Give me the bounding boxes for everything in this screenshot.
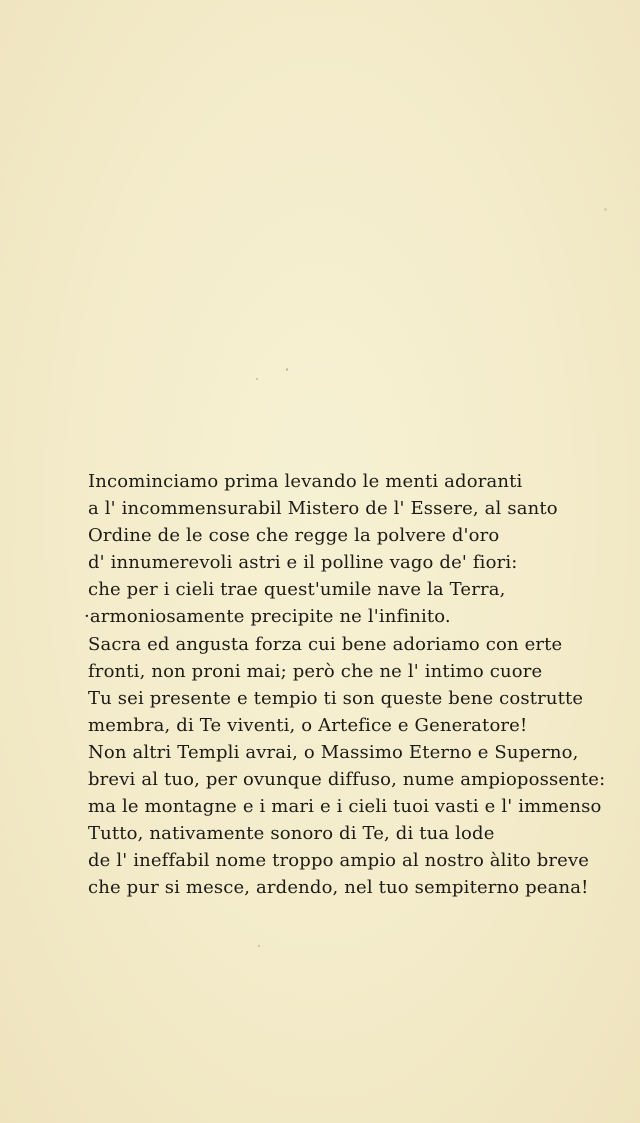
poem-line: Ordine de le cose che regge la polvere d'oro: [88, 525, 500, 547]
poem-line: ma le montagne e i mari e i cieli tuoi vasti e l' immenso: [88, 796, 602, 818]
poem-line: de l' ineffabil nome troppo ampio al nostro àlito breve: [88, 850, 590, 872]
poem-line: Non altri Templi avrai, o Massimo Eterno e Superno,: [88, 741, 579, 763]
paper-speck: [258, 945, 260, 947]
poem-line: fronti, non proni mai; però che ne l' intimo cuore: [88, 660, 543, 682]
poem-line: d' innumerevoli astri e il polline vago de' fiori:: [88, 552, 518, 574]
poem-line: Tu sei presente e tempio ti son queste bene costrutte: [88, 687, 584, 709]
poem-line: a l' incommensurabil Mistero de l' Essere, al santo: [88, 498, 558, 520]
poem-line: Tutto, nativamente sonoro di Te, di tua lode: [88, 823, 495, 845]
poem-line: che per i cieli trae quest'umile nave la Terra,: [88, 579, 506, 601]
poem-line: membra, di Te viventi, o Artefice e Generatore!: [88, 714, 528, 736]
paper-speck: [286, 368, 288, 371]
poem-line: ·armoniosamente precipite ne l'infinito.: [84, 606, 451, 628]
paper-speck: [256, 378, 258, 380]
poem-text: [84, 468, 628, 902]
poem-line: Incominciamo prima levando le menti adoranti: [88, 471, 523, 492]
poem-line: che pur si mesce, ardendo, nel tuo sempiterno peana!: [88, 877, 589, 899]
poem-line: Sacra ed angusta forza cui bene adoriamo con erte: [88, 633, 563, 655]
poem-line: brevi al tuo, per ovunque diffuso, nume ampiopossente:: [88, 769, 606, 791]
paper-speck: [604, 208, 607, 211]
